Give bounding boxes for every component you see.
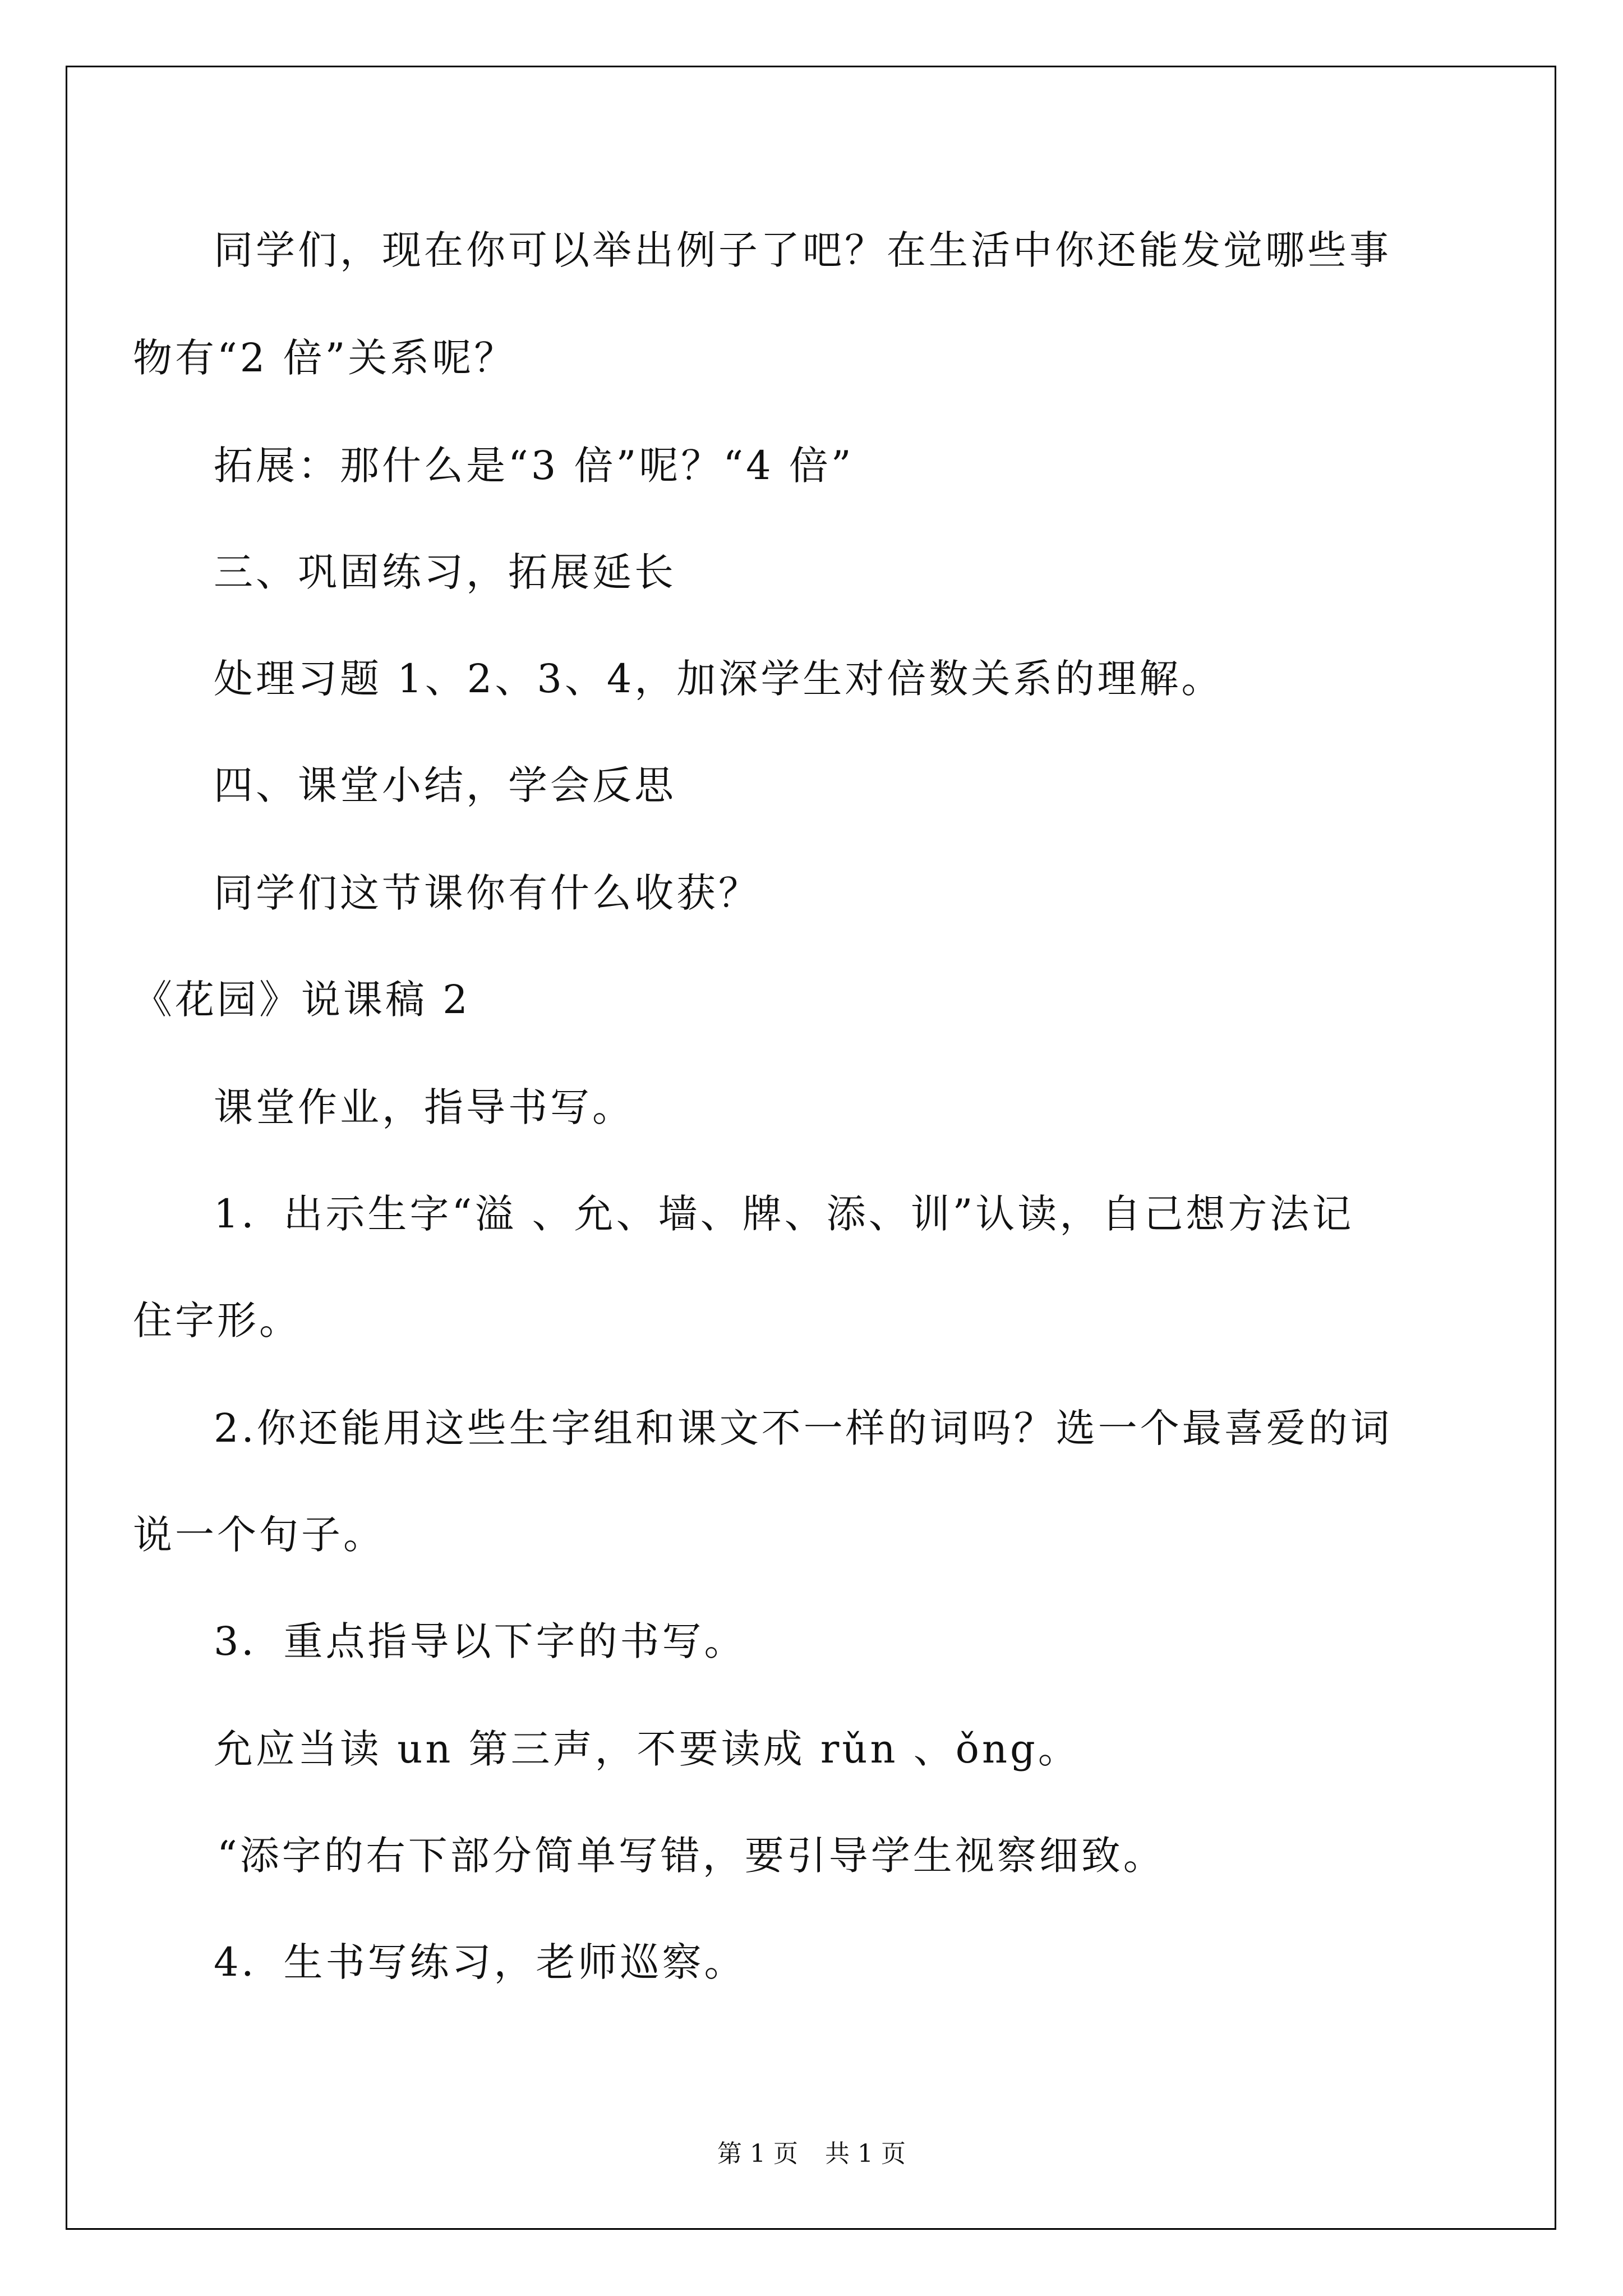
paragraph-line: 住字形。 xyxy=(133,1297,301,1343)
document-title: 《花园》说课稿 2 xyxy=(133,977,471,1023)
section-heading: 四、课堂小结，学会反思 xyxy=(214,762,676,808)
paragraph-line: 拓展：那什么是“3 倍”呢？“4 倍” xyxy=(214,443,854,489)
paragraph-line: 同学们这节课你有什么收获？ xyxy=(214,870,760,916)
page-total: 共 1 页 xyxy=(825,2139,906,2168)
list-item: 4．生书写练习，老师巡察。 xyxy=(214,1939,746,1985)
paragraph-line: 物有“2 倍”关系呢？ xyxy=(133,335,517,381)
page-footer xyxy=(0,2137,1623,2171)
page-number: 第 1 页 xyxy=(717,2139,798,2168)
paragraph-line: 课堂作业，指导书写。 xyxy=(214,1084,634,1130)
list-item: 2.你还能用这些生字组和课文不一样的词吗？选一个最喜爱的词 xyxy=(214,1405,1393,1451)
list-item: 3．重点指导以下字的书写。 xyxy=(214,1618,746,1664)
page-border xyxy=(66,66,1556,2230)
paragraph-line: 允应当读 un 第三声，不要读成 rǔn 、ǒng。 xyxy=(214,1726,1080,1772)
paragraph-line: “添字的右下部分简单写错，要引导学生视察细致。 xyxy=(217,1833,1165,1879)
paragraph-line: 说一个句子。 xyxy=(133,1512,385,1558)
section-heading: 三、巩固练习，拓展延长 xyxy=(214,549,676,595)
paragraph-line: 同学们，现在你可以举出例子了吧？在生活中你还能发觉哪些事 xyxy=(214,227,1391,273)
paragraph-line: 处理习题 1、2、3、4，加深学生对倍数关系的理解。 xyxy=(214,656,1224,702)
list-item: 1．出示生字“溢 、允、墙、牌、添、训”认读，自己想方法记 xyxy=(214,1191,1354,1237)
